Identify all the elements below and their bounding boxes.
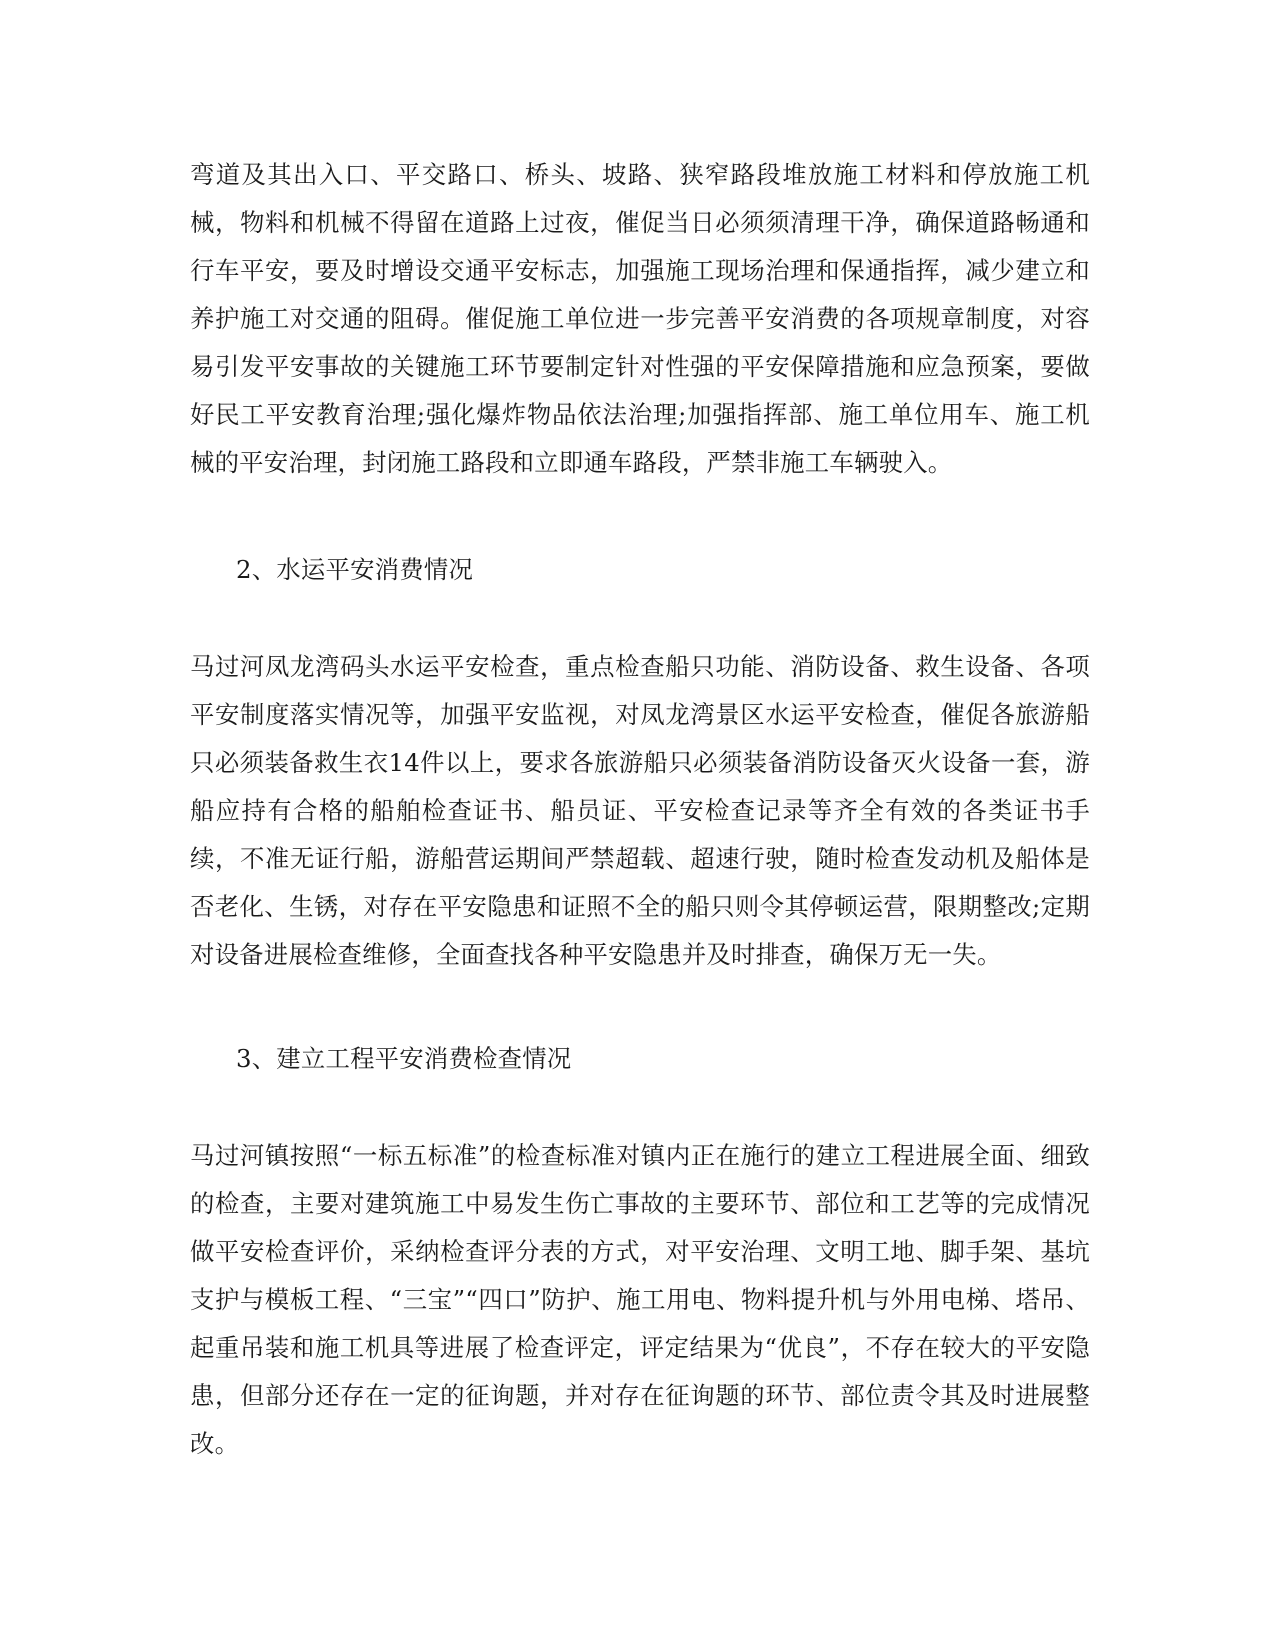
section-heading-water-transport: 2、水运平安消费情况 — [236, 555, 474, 584]
paragraph-construction: 马过河镇按照“一标五标准”的检查标准对镇内正在施行的建立工程进展全面、细致的检查，主要对建筑施工中易发生伤亡事故的主要环节、部位和工艺等的完成情况做平安检查评价，采纳检查评分表的方式，对平安治理、文明工地、脚手架、基坑支护与模板工程、“三宝”“四口”防护、施工用电、物料提升机与外用电梯、塔吊、起重吊装和施工机具等进展了检查评定，评定结果为“优良”，不存在较大的平安隐患，但部分还存在一定的征询题，并对存在征询题的环节、部位责令其及时进展整改。 — [190, 1141, 1090, 1458]
section-heading-construction: 3、建立工程平安消费检查情况 — [236, 1044, 572, 1073]
paragraph-road-safety: 弯道及其出入口、平交路口、桥头、坡路、狭窄路段堆放施工材料和停放施工机械，物料和机械不得留在道路上过夜，催促当日必须须清理干净，确保道路畅通和行车平安，要及时增设交通平安标志，加强施工现场治理和保通指挥，减少建立和养护施工对交通的阻碍。催促施工单位进一步完善平安消费的各项规章制度，对容易引发平安事故的关键施工环节要制定针对性强的平安保障措施和应急预案，要做好民工平安教育治理;强化爆炸物品依法治理;加强指挥部、施工单位用车、施工机械的平安治理，封闭施工路段和立即通车路段，严禁非施工车辆驶入。 — [190, 160, 1090, 477]
paragraph-water-transport: 马过河凤龙湾码头水运平安检查，重点检查船只功能、消防设备、救生设备、各项平安制度落实情况等，加强平安监视，对凤龙湾景区水运平安检查，催促各旅游船只必须装备救生衣14件以上，要求各旅游船只必须装备消防设备灭火设备一套，游船应持有合格的船舶检查证书、船员证、平安检查记录等齐全有效的各类证书手续，不准无证行船，游船营运期间严禁超载、超速行驶，随时检查发动机及船体是否老化、生锈，对存在平安隐患和证照不全的船只则令其停顿运营，限期整改;定期对设备进展检查维修，全面查找各种平安隐患并及时排查，确保万无一失。 — [190, 652, 1090, 969]
